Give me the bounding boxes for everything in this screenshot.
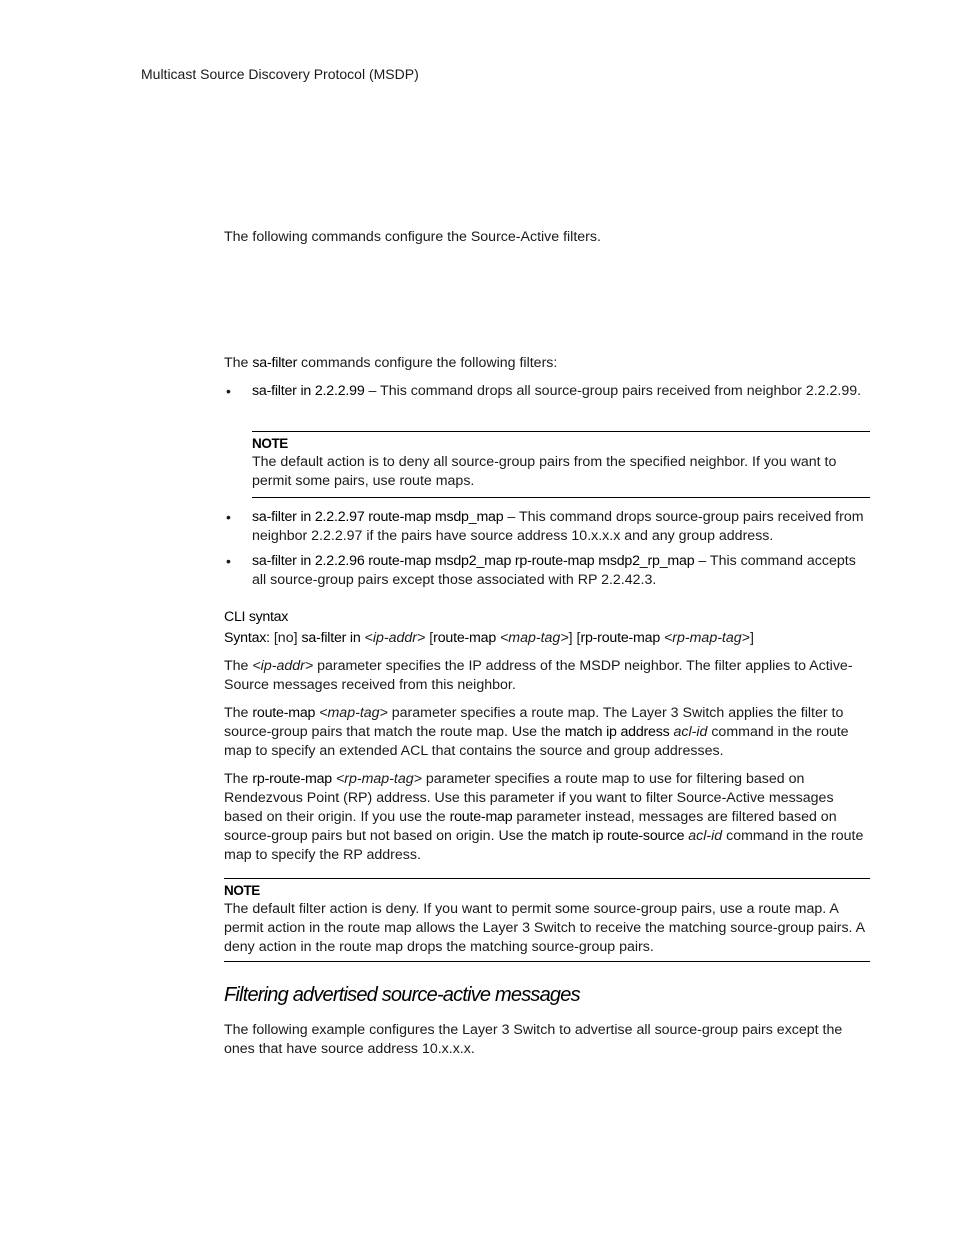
note-text: The default filter action is deny. If you want to permit some source-group pairs, use a route map. A permit action in the route map allows the Layer 3 Switch to receive the matching source-group pairs. A deny action in the route map drops the matching source-group pairs. bbox=[224, 901, 865, 955]
sa-filter-keyword: sa-filter bbox=[252, 355, 298, 371]
note-title: NOTE bbox=[224, 883, 260, 898]
filters-intro-paragraph: The sa-filter commands configure the following filters: bbox=[224, 355, 558, 371]
note-text: The default action is to deny all source-group pairs from the specified neighbor. If you want to permit some pairs, use route maps. bbox=[252, 454, 837, 489]
bullet-icon: • bbox=[226, 383, 231, 399]
section-paragraph: The following example configures the Layer 3 Switch to advertise all source-group pairs except the ones that have source address 10.x.x.x. bbox=[224, 1022, 843, 1057]
filter-bullet-list bbox=[224, 382, 870, 401]
section-heading: Filtering advertised source-active messages bbox=[224, 984, 580, 1006]
bullet-icon: • bbox=[226, 509, 231, 525]
intro-paragraph: The following commands configure the Source-Active filters. bbox=[224, 229, 601, 245]
note-title: NOTE bbox=[252, 436, 288, 451]
command-text: sa-filter in 2.2.2.97 route-map msdp_map bbox=[252, 509, 504, 525]
bullet-icon: • bbox=[226, 553, 231, 569]
command-text: sa-filter in 2.2.2.99 bbox=[252, 383, 365, 399]
ip-addr-paragraph: The <ip-addr> parameter specifies the IP address of the MSDP neighbor. The filter applies to Active-Source messages received from this neighbor. bbox=[224, 658, 853, 693]
cli-syntax-title: CLI syntax bbox=[224, 609, 289, 625]
list-item: • sa-filter in 2.2.2.96 route-map msdp2_map rp-route-map msdp2_rp_map – This command accepts all source-group pairs except those associated with RP 2.2.42.3. bbox=[226, 553, 856, 588]
note-box bbox=[252, 431, 870, 498]
route-map-paragraph: The route-map <map-tag> parameter specifies a route map. The Layer 3 Switch applies the filter to source-group pairs that match the route map. Use the match ip address acl-id command in the route map to specify an extended ACL that contains the source and group addresses. bbox=[224, 705, 849, 759]
syntax-line: Syntax: [no] sa-filter in <ip-addr> [route-map <map-tag>] [rp-route-map <rp-map-tag>] bbox=[224, 630, 754, 646]
list-item: • sa-filter in 2.2.2.97 route-map msdp_map – This command drops source-group pairs received from neighbor 2.2.2.97 if the pairs have source address 10.x.x.x and any group address. bbox=[226, 509, 864, 544]
command-text: sa-filter in 2.2.2.96 route-map msdp2_map rp-route-map msdp2_rp_map bbox=[252, 553, 695, 569]
filter-bullet-list-continued bbox=[224, 508, 870, 590]
running-header: Multicast Source Discovery Protocol (MSDP) bbox=[141, 66, 419, 82]
rp-route-map-paragraph: The rp-route-map <rp-map-tag> parameter specifies a route map to use for filtering based on Rendezvous Point (RP) address. Use this parameter if you want to filter Source-Active messages based on their origin. If you use the route-map parameter instead, messages are filtered based on source-group pairs but not based on origin. Use the match ip route-source acl-id command in the route map to specify the RP address. bbox=[224, 771, 864, 863]
list-item: • sa-filter in 2.2.2.99 – This command drops all source-group pairs received from neighbor 2.2.2.99. bbox=[226, 383, 862, 399]
note-box bbox=[224, 878, 870, 962]
